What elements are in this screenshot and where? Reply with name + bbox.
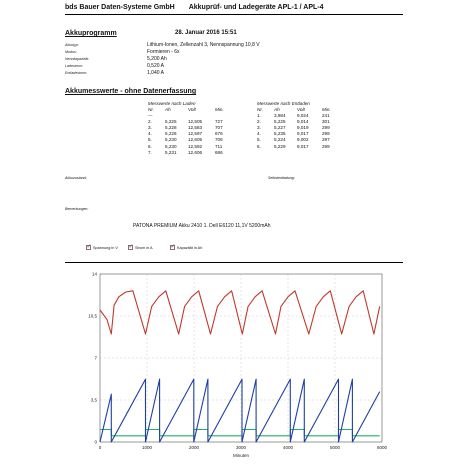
table-cell: 12,606 xyxy=(188,149,203,155)
column-header: Volt xyxy=(297,107,305,112)
table-row xyxy=(148,150,227,156)
column-header: Nr. xyxy=(257,107,263,112)
field-value: Formieren - 6x xyxy=(147,49,180,55)
table-cell: 5,230 xyxy=(165,137,177,143)
table-cell: 6. xyxy=(257,143,261,149)
legend-capacity[interactable] xyxy=(170,245,202,250)
voltage-checkbox[interactable] xyxy=(86,245,91,250)
field-label: Akkutyp: xyxy=(65,43,79,47)
table-cell: 5,225 xyxy=(274,119,286,125)
y-tick-label: 7 xyxy=(94,355,97,361)
table-cell: 12,605 xyxy=(188,137,203,143)
table-cell: 5. xyxy=(148,137,152,143)
table-cell: 5,228 xyxy=(165,125,177,131)
table-cell: 9,017 xyxy=(297,143,309,149)
table-cell: 5,231 xyxy=(165,149,177,155)
field-value: 1,040 A xyxy=(147,70,164,76)
discharge-table xyxy=(257,107,334,150)
discharge-caption: Messwerte nach Entladen xyxy=(257,101,310,106)
self-discharge-label: Selbstentladung: xyxy=(268,176,295,180)
field-label: Entladestrom: xyxy=(65,71,88,75)
field-value: 5,200 Ah xyxy=(147,56,167,62)
field-value: 0,520 A xyxy=(147,63,164,69)
x-tick-label: 6000 xyxy=(376,445,388,450)
table-cell: 299 xyxy=(322,131,330,137)
table-cell: 9,024 xyxy=(297,113,309,119)
current-checkbox[interactable] xyxy=(128,245,133,250)
legend-label: Kapazität in Ah xyxy=(177,245,203,250)
y-tick-label: 3,5 xyxy=(90,397,97,403)
table-cell: 3. xyxy=(148,125,152,131)
header-divider xyxy=(65,14,403,15)
table-cell: 676 xyxy=(215,131,223,137)
table-cell: 4. xyxy=(148,131,152,137)
legend-current[interactable] xyxy=(128,245,153,250)
table-cell: 9,002 xyxy=(297,137,309,143)
table-cell: 1. xyxy=(257,113,261,119)
x-tick-label: 1000 xyxy=(141,445,153,450)
column-header: Ah xyxy=(274,107,280,112)
table-cell: 3,984 xyxy=(274,113,286,119)
field-label: Modus: xyxy=(65,50,77,54)
program-date: 28. Januar 2016 15:51 xyxy=(175,30,237,36)
table-cell: 9,019 xyxy=(297,125,309,131)
table-cell: 12,592 xyxy=(188,143,203,149)
x-tick-label: 2000 xyxy=(188,445,200,450)
table-cell: 707 xyxy=(215,125,223,131)
company-name: bds Bauer Daten-Systeme GmbH xyxy=(65,4,175,11)
program-title: Akkuprogramm xyxy=(65,30,117,37)
table-cell: 9,017 xyxy=(297,131,309,137)
field-label: Nennkapazität: xyxy=(65,57,89,61)
table-cell: 2. xyxy=(148,119,152,125)
remarks-label: Bemerkungen: xyxy=(65,207,89,211)
x-tick-label: 0 xyxy=(98,445,102,450)
legend-voltage[interactable] xyxy=(86,245,118,250)
table-cell: 5,229 xyxy=(274,143,286,149)
column-header: Volt xyxy=(188,107,196,112)
field-label: Ladestrom: xyxy=(65,64,83,68)
y-tick-label: 0 xyxy=(94,439,97,445)
table-cell: 686 xyxy=(215,149,223,155)
table-cell: 241 xyxy=(322,113,330,119)
table-cell: 5,230 xyxy=(165,143,177,149)
charge-caption: Messwerte nach Laden xyxy=(148,101,196,106)
table-cell: 706 xyxy=(215,137,223,143)
y-tick-label: 14 xyxy=(91,271,97,277)
column-header: Min. xyxy=(215,107,224,112)
field-value: Lithium-Ionen, Zellenzahl 3, Nennspannung 10,8 V xyxy=(147,42,260,48)
capacity-checkbox[interactable] xyxy=(170,245,175,250)
column-header: Ah xyxy=(165,107,171,112)
column-header: Nr. xyxy=(148,107,154,112)
table-cell: 299 xyxy=(322,143,330,149)
table-cell: 7. xyxy=(148,149,152,155)
table-row xyxy=(257,144,334,150)
table-cell: 301 xyxy=(322,119,330,125)
measurements-title: Akkumesswerte - ohne Datenerfassung xyxy=(65,88,197,95)
table-cell: 727 xyxy=(215,119,223,125)
charge-table xyxy=(148,107,227,156)
table-cell: 9,014 xyxy=(297,119,309,125)
table-cell: 12,583 xyxy=(188,125,203,131)
table-cell: 12,505 xyxy=(188,119,203,125)
table-cell: 5,235 xyxy=(274,131,286,137)
table-cell: 5,224 xyxy=(274,137,286,143)
table-cell: 3. xyxy=(257,125,261,131)
column-header: Min. xyxy=(322,107,331,112)
legend-label: Spannung in V xyxy=(93,245,118,250)
battery-chart xyxy=(60,266,392,466)
table-cell: 711 xyxy=(215,143,223,149)
table-cell: 5,227 xyxy=(274,125,286,131)
table-cell: 5,225 xyxy=(165,119,177,125)
table-cell: 6. xyxy=(148,143,152,149)
battery-condition-label: Akkuzustand: xyxy=(65,176,87,180)
table-cell: 4. xyxy=(257,131,261,137)
table-cell: 12,597 xyxy=(188,131,203,137)
y-tick-label: 10,5 xyxy=(88,313,97,319)
chart-divider xyxy=(65,262,403,263)
x-tick-label: 4000 xyxy=(282,445,294,450)
battery-description: PATONA PREMIUM Akku 2410 1. Dell E6120 11,1V 5200mAh xyxy=(133,223,271,229)
table-cell: 5,226 xyxy=(165,131,177,137)
table-cell: 297 xyxy=(322,137,330,143)
x-tick-label: 3000 xyxy=(235,445,247,450)
table-cell: 299 xyxy=(322,125,330,131)
table-cell: --- xyxy=(148,113,153,119)
table-cell: 5. xyxy=(257,137,261,143)
x-tick-label: 5000 xyxy=(329,445,341,450)
legend-label: Strom in A xyxy=(135,245,153,250)
table-cell: 2. xyxy=(257,119,261,125)
product-name: Akkuprüf- und Ladegeräte APL-1 / APL-4 xyxy=(188,4,324,11)
x-axis-label: Minuten xyxy=(232,453,250,458)
document-header xyxy=(65,4,324,11)
